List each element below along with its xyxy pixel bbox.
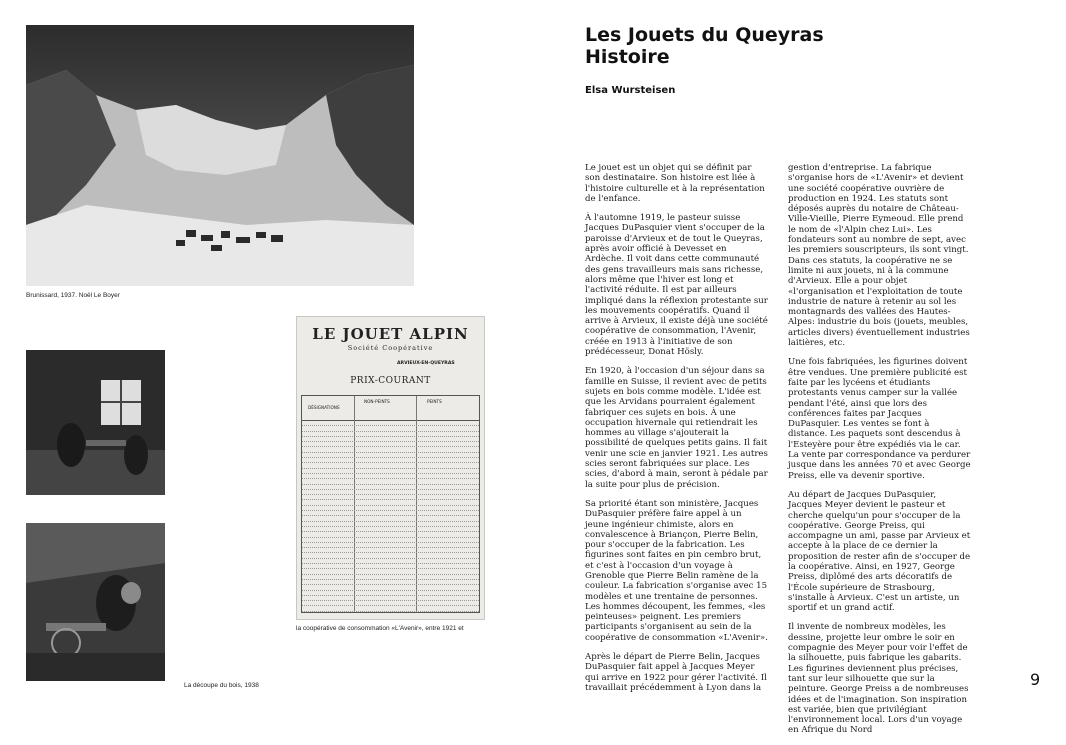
price-list-table-header [302, 396, 479, 421]
paragraph: Sa priorité étant son ministère, Jacques DuPasquier préfère faire appel à un jeune ingénieur chimiste, alors en convalescence à Briançon, Pierre Belin, pour s'occuper de la fabrication. Les figurines sont faites en pin cembro brut, et c'est à l'occasion d'un voyage à Grenoble que Pierre Belin ramène de la couleur. La fabrication s'organise avec 15 modèles et une trentaine de personnes. Les hommes découpent, les femmes, «les peinteuses» peignent. Les premiers participants s'organisent au sein de la coopérative de consommation «L'Avenir». [585, 499, 768, 643]
paragraph: Après le départ de Pierre Belin, Jacques DuPasquier fait appel à Jacques Meyer qui arrive en 1922 pour gérer l'activité. Il travaillait précédemment à Lyon dans la [585, 652, 768, 693]
workshop-interior-photo [26, 350, 165, 495]
mountain-photo-caption: Brunissard, 1937. Noël Le Boyer [26, 292, 120, 299]
price-list-caption: la coopérative de consommation «L'Avenir», entre 1921 et [296, 625, 464, 632]
price-list-address: ARVIEUX-EN-QUEYRAS [397, 361, 455, 366]
page-number: 9 [1030, 670, 1040, 689]
price-list-document [296, 316, 485, 620]
painted-header: PEINTS [427, 399, 442, 404]
paragraph: À l'automne 1919, le pasteur suisse Jacques DuPasquier vient s'occuper de la paroisse d'Arvieux et de tout le Queyras, après avoir officié à Devesset en Ardèche. Il voit dans cette communauté des gens travailleurs mais sans richesse, alors même que l'hiver est long et l'activité réduite. Il est par ailleurs impliqué dans la réflexion protestante sur les mouvements coopératifs. Quand il arrive à Arvieux, il existe déjà une société coopérative de consommation, l'Avenir, créée en 1913 à l'initiative de son prédécesseur, Donat Hösly. [585, 213, 768, 357]
paragraph: Le jouet est un objet qui se définit par son destinataire. Son histoire est liée à l'histoire culturelle et à la représentation de l'enfance. [585, 163, 768, 204]
paragraph: gestion d'entreprise. La fabrique s'organise hors de «L'Avenir» et devient une société coopérative ouvrière de production en 1924. Les statuts sont déposés auprès du notaire de Château-Ville-Vieille, Pierre Eymeoud. Elle prend le nom de «l'Alpin chez Lui». Les fondateurs sont au nombre de sept, avec les premiers souscripteurs, ils sont vingt. Dans ces statuts, la coopérative ne se limite ni aux jouets, ni à la commune d'Arvieux. Elle a pour objet «l'organisation et l'exploitation de toute industrie de nature à retenir au sol les montagnards des vallées des Hautes-Alpes: industrie du bois (jouets, meubles, articles divers) éventuellement industries laitières, etc. [788, 163, 971, 348]
wood-cutting-photo [26, 523, 165, 681]
article-title-line-1: Les Jouets du Queyras [585, 24, 885, 46]
body-column-1 [585, 163, 768, 702]
price-list-rows [302, 421, 479, 612]
price-list-title: LE JOUET ALPIN [297, 325, 484, 343]
paragraph: Au départ de Jacques DuPasquier, Jacques Meyer devient le pasteur et cherche quelqu'un pour s'occuper de la coopérative. George Preiss, qui accompagne un ami, passe par Arvieux et accepte à la place de ce dernier la proposition de rester afin de s'occuper de la coopérative. Ainsi, en 1927, George Preiss, diplômé des arts décoratifs de l'École supérieure de Strasbourg, s'installe à Arvieux. C'est un artiste, un sportif et un grand actif. [788, 490, 971, 614]
article-title-line-2: Histoire [585, 46, 885, 68]
non-painted-header: NON-PEINTS [364, 399, 390, 404]
article-title [585, 24, 885, 68]
price-list-subtitle: Société Coopérative [297, 344, 484, 352]
body-column-2 [788, 163, 971, 745]
paragraph: En 1920, à l'occasion d'un séjour dans sa famille en Suisse, il revient avec de petits sujets en bois comme modèle. L'idée est que les Arvidans pourraient également fabriquer ces sujets en bois. À une occupation hivernale qui retiendrait les hommes au village s'ajouterait la possibilité de quelques petits gains. Il fait venir une scie en janvier 1921. Les autres scies seront fabriquées sur place. Les scies, d'abord à main, seront à pédale par la suite pour plus de précision. [585, 366, 768, 490]
article-author: Elsa Wursteisen [585, 85, 675, 96]
paragraph: Il invente de nombreux modèles, les dessine, projette leur ombre le soir en compagnie des Meyer pour voir l'effet de la silhouette, puis fabrique les gabarits. Les figurines deviennent plus précises, tant sur leur silhouette que sur la peinture. George Preiss a de nombreuses idées et de l'imagination. Son inspiration est variée, bien que privilégiant l'environnement local. Lors d'un voyage en Afrique du Nord [788, 622, 971, 735]
wood-cutting-caption: La découpe du bois, 1938 [184, 682, 259, 689]
paragraph: Une fois fabriquées, les figurines doivent être vendues. Une première publicité est faite par les lycéens et étudiants protestants venus camper sur la vallée pendant l'été, ainsi que lors des conférences faites par Jacques DuPasquier. Les ventes se font à distance. Les paquets sont descendus à l'Esteyère pour être expédiés via le car. La vente par correspondance va perdurer jusque dans les années 70 et avec George Preiss, elle va devenir sportive. [788, 357, 971, 481]
designation-header: DÉSIGNATIONS [308, 405, 340, 410]
price-list-table [301, 395, 480, 613]
mountain-village-photo [26, 25, 414, 286]
price-list-heading: PRIX-COURANT [297, 376, 484, 386]
